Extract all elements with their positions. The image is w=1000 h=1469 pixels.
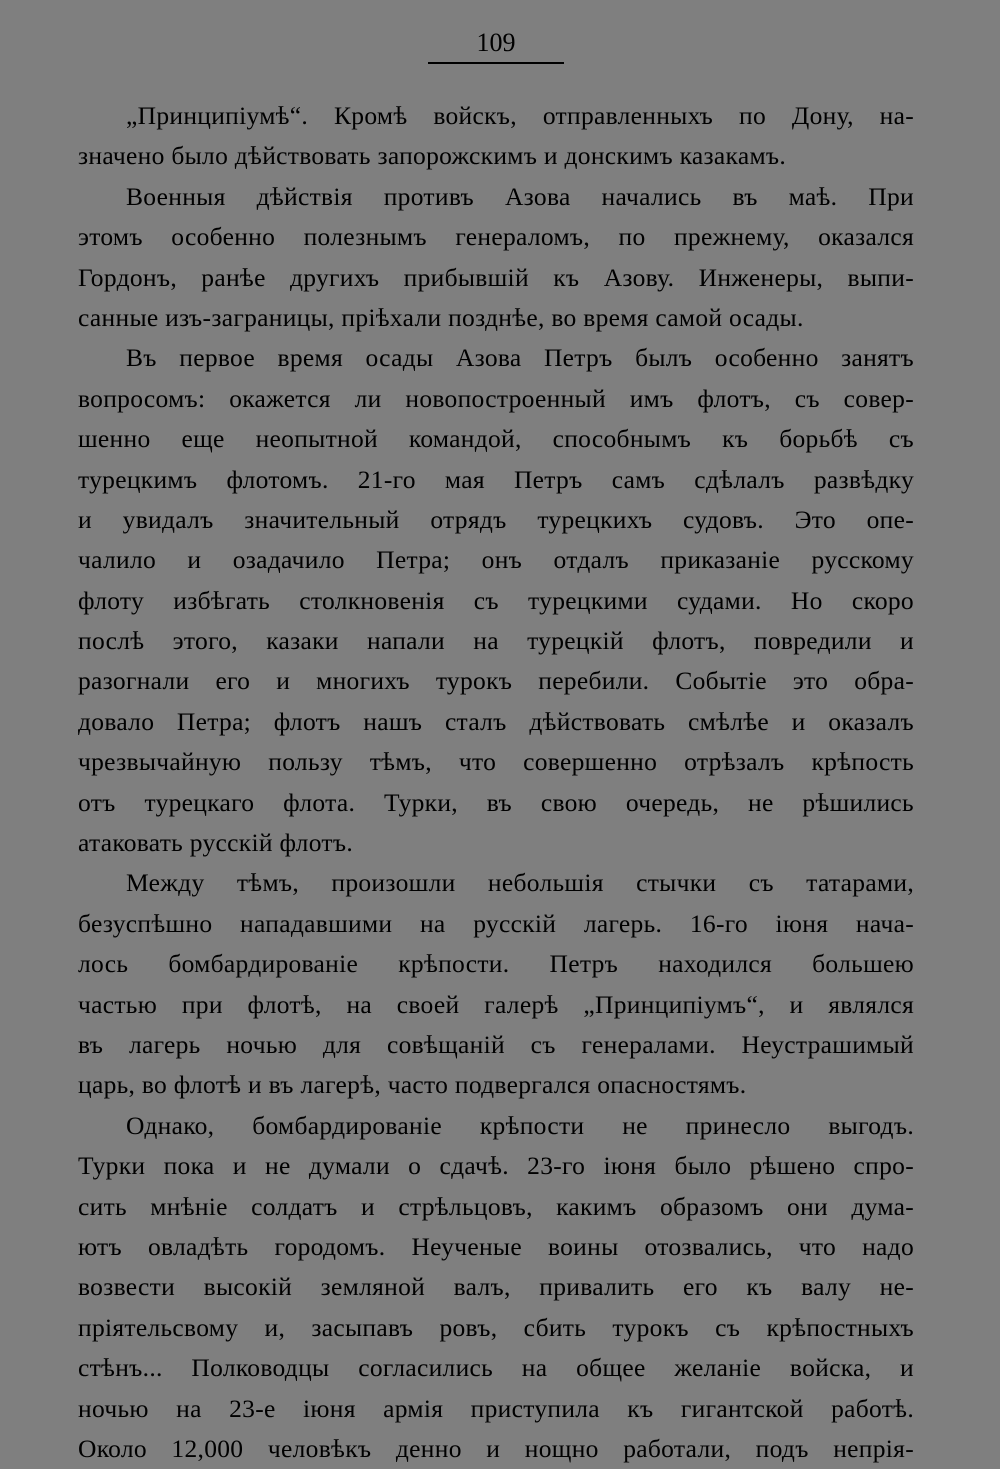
text-line: отъ турецкаго флота. Турки, въ свою очередь, не рѣшились xyxy=(78,787,914,817)
text-line: ютъ овладѣть городомъ. Неученые воины отозвались, что надо xyxy=(78,1231,914,1261)
text-line: шенно еще неопытной командой, способнымъ къ борьбѣ съ xyxy=(78,424,914,454)
text-line: лось бомбардированіе крѣпости. Петръ находился большею xyxy=(78,949,914,979)
text-line: Между тѣмъ, произошли небольшія стычки съ татарами, xyxy=(126,868,914,898)
paragraph xyxy=(78,863,914,1105)
text-line: чалило и озадачило Петра; онъ отдалъ приказаніе русскому xyxy=(78,545,914,575)
text-line: стѣнъ... Полководцы согласились на общее желаніе войска, и xyxy=(78,1353,914,1383)
text-line: чрезвычайную пользу тѣмъ, что совершенно отрѣзалъ крѣпость xyxy=(78,747,914,777)
text-line: санные изъ-заграницы, пріѣхали позднѣе, во время самой осады. xyxy=(78,302,804,332)
paragraph xyxy=(78,177,914,339)
page-number-rule xyxy=(428,62,564,64)
text-line: разогнали его и многихъ турокъ перебили. Событіе это обра- xyxy=(78,666,914,696)
paragraph xyxy=(78,1106,914,1469)
text-line: возвести высокій земляной валъ, привалить его къ валу не- xyxy=(78,1272,914,1302)
text-line: Военныя дѣйствія противъ Азова начались въ маѣ. При xyxy=(126,181,914,211)
text-line: значено было дѣйствовать запорожскимъ и донскимъ казакамъ. xyxy=(78,141,787,171)
text-line: безуспѣшно нападавшими на русскій лагерь. 16-го іюня нача- xyxy=(78,908,914,938)
text-line: этомъ особенно полезнымъ генераломъ, по прежнему, оказался xyxy=(78,222,914,252)
text-line: частью при флотѣ, на своей галерѣ „Принципіумъ“, и являлся xyxy=(78,989,914,1019)
text-line: послѣ этого, казаки напали на турецкій флотъ, повредили и xyxy=(78,626,914,656)
text-line: Гордонъ, ранѣе другихъ прибывшій къ Азову. Инженеры, выпи- xyxy=(78,262,914,292)
text-line: пріятельсвому и, засыпавъ ровъ, сбить турокъ съ крѣпостныхъ xyxy=(78,1312,914,1342)
text-line: флоту избѣгать столкновенія съ турецкими судами. Но скоро xyxy=(78,585,914,615)
text-line: турецкимъ флотомъ. 21-го мая Петръ самъ сдѣлалъ развѣдку xyxy=(78,464,914,494)
text-line: сить мнѣніе солдатъ и стрѣльцовъ, какимъ образомъ они дума- xyxy=(78,1191,914,1221)
body-text xyxy=(78,96,914,1469)
text-line: царь, во флотѣ и въ лагерѣ, часто подвергался опасностямъ. xyxy=(78,1070,747,1100)
text-line: „Принципіумѣ“. Кромѣ войскъ, отправленныхъ по Дону, на- xyxy=(126,101,914,130)
text-line: Въ первое время осады Азова Петръ былъ особенно занятъ xyxy=(126,343,914,373)
text-line: ночью на 23-е іюня армія приступила къ гигантской работѣ. xyxy=(78,1393,914,1423)
text-line: въ лагерь ночью для совѣщаній съ генералами. Неустрашимый xyxy=(78,1029,914,1059)
text-line: довало Петра; флотъ нашъ сталъ дѣйствовать смѣлѣе и оказалъ xyxy=(78,706,914,736)
text-line: атаковать русскій флотъ. xyxy=(78,828,354,858)
text-line: Около 12,000 человѣкъ денно и нощно работали, подъ непрія- xyxy=(78,1433,914,1463)
paragraph xyxy=(78,338,914,863)
page-number: 109 xyxy=(476,28,516,57)
text-line: вопросомъ: окажется ли новопостроенный имъ флотъ, съ совер- xyxy=(78,383,914,413)
text-line: и увидалъ значительный отрядъ турецкихъ судовъ. Это опе- xyxy=(78,504,914,534)
text-line: Турки пока и не думали о сдачѣ. 23-го іюня было рѣшено спро- xyxy=(78,1151,914,1181)
paragraph xyxy=(78,96,914,177)
text-line: Однако, бомбардированіе крѣпости не принесло выгодъ. xyxy=(126,1110,914,1140)
